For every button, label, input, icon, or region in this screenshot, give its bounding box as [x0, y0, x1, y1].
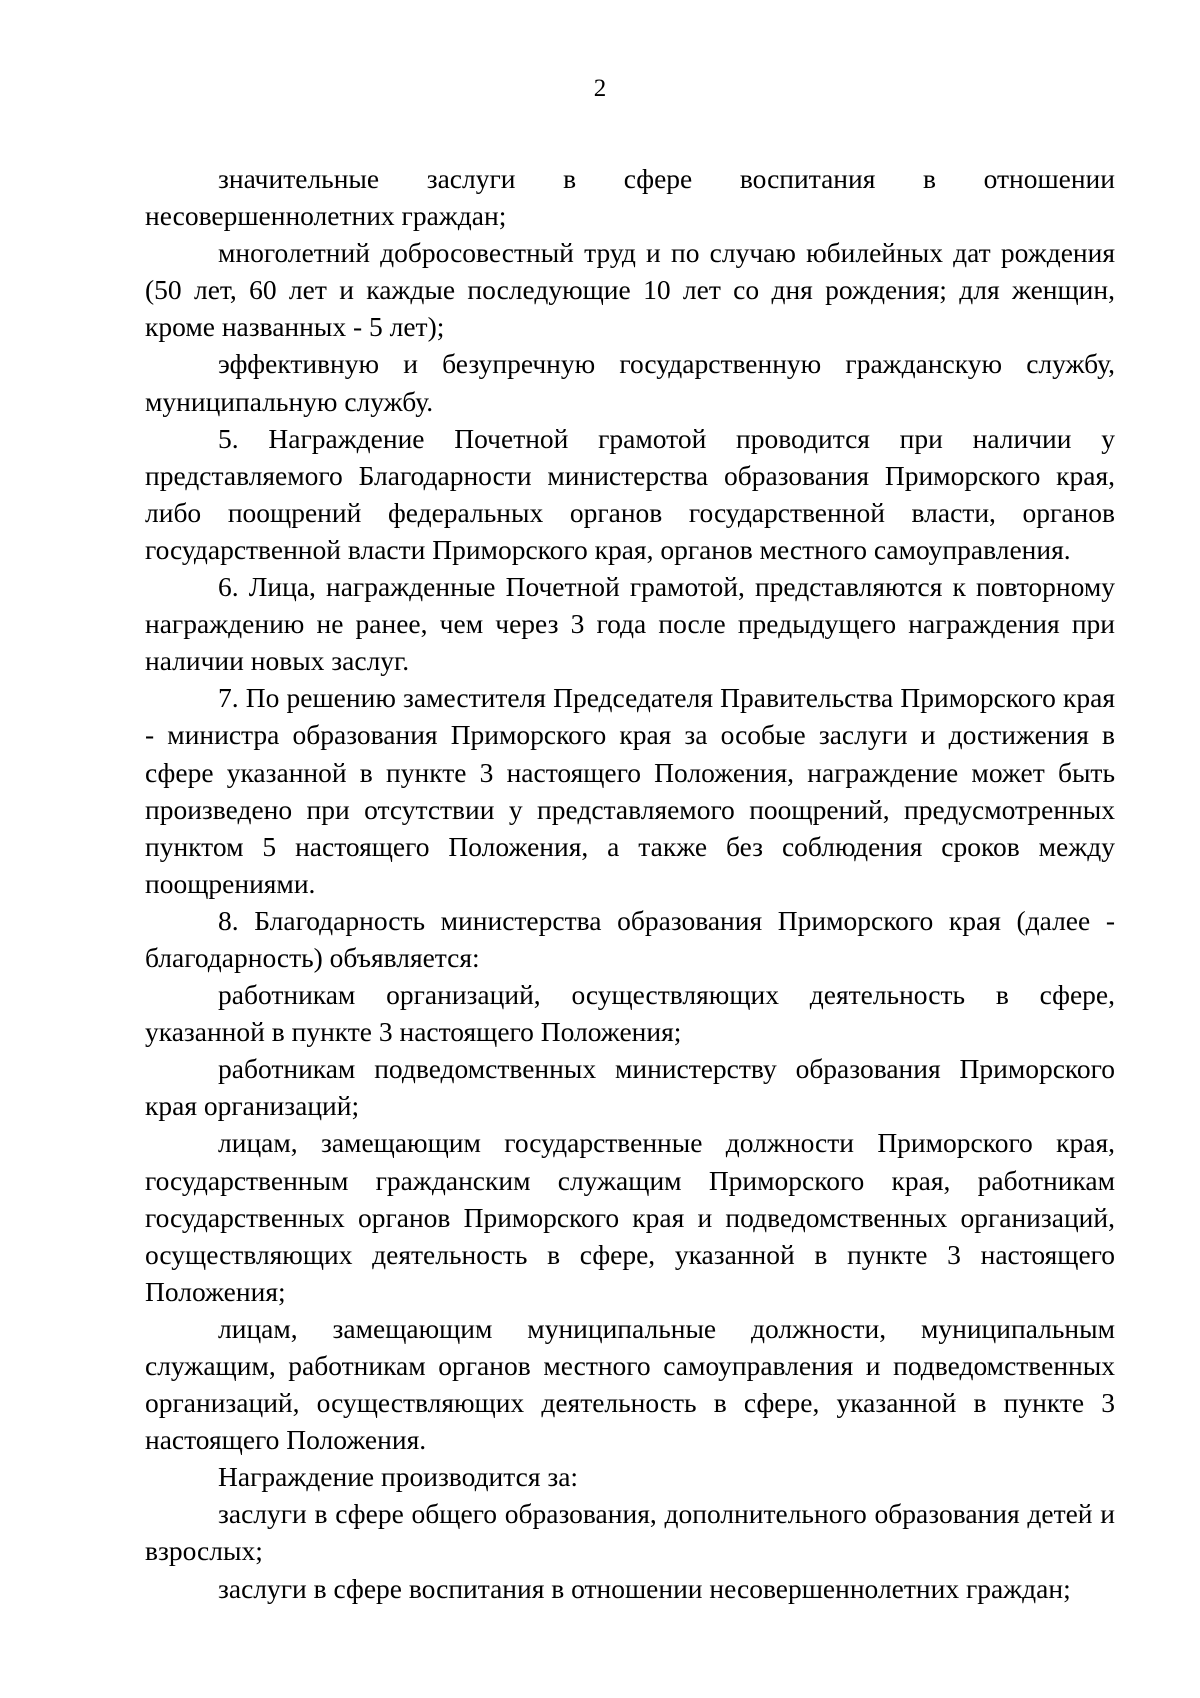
paragraph: Награждение производится за: [218, 1461, 579, 1493]
paragraph: заслуги в сфере общего образования, дополнительного образования детей и взрослых; [145, 1498, 1115, 1567]
paragraph: 5. Награждение Почетной грамотой проводится при наличии у представляемого Благодарности министерства образования Приморского края, либо поощрений федеральных органов государственной власти, органов государственной власти Приморского края, органов местного самоуправления. [145, 422, 1115, 565]
paragraph: работникам организаций, осуществляющих деятельность в сфере, указанной в пункте 3 настоящего Положения; [145, 979, 1115, 1048]
paragraph: многолетний добросовестный труд и по случаю юбилейных дат рождения (50 лет, 60 лет и каждые последующие 10 лет со дня рождения; для женщин, кроме названных - 5 лет); [145, 237, 1115, 343]
paragraph: лицам, замещающим государственные должности Приморского края, государственным гражданским служащим Приморского края, работникам государственных органов Приморского края и подведомственных организаций, осуществляющих деятельность в сфере, указанной в пункте 3 настоящего Положения; [145, 1127, 1115, 1307]
paragraph: заслуги в сфере воспитания в отношении несовершеннолетних граждан; [218, 1572, 1071, 1604]
page-number: 2 [593, 75, 607, 102]
paragraph: значительные заслуги в сфере воспитания в отношении несовершеннолетних граждан; [145, 163, 1115, 232]
paragraph: 7. По решению заместителя Председателя Правительства Приморского края - министра образования Приморского края за особые заслуги и достижения в сфере указанной в пункте 3 настоящего Положения, награждение может быть произведено при отсутствии у представляемого поощрений, предусмотренных пунктом 5 настоящего Положения, а также без соблюдения сроков между поощрениями. [145, 682, 1115, 899]
document-body [145, 160, 1115, 1607]
paragraph: 6. Лица, награжденные Почетной грамотой, представляются к повторному награждению не ранее, чем через 3 года после предыдущего награждения при наличии новых заслуг. [145, 571, 1115, 677]
paragraph: лицам, замещающим муниципальные должности, муниципальным служащим, работникам органов местного самоуправления и подведомственных организаций, осуществляющих деятельность в сфере, указанной в пункте 3 настоящего Положения. [145, 1312, 1115, 1456]
paragraph: работникам подведомственных министерству образования Приморского края организаций; [145, 1053, 1115, 1122]
paragraph: эффективную и безупречную государственную гражданскую службу, муниципальную службу. [145, 348, 1115, 417]
paragraph: 8. Благодарность министерства образования Приморского края (далее - благодарность) объявляется: [145, 904, 1115, 973]
